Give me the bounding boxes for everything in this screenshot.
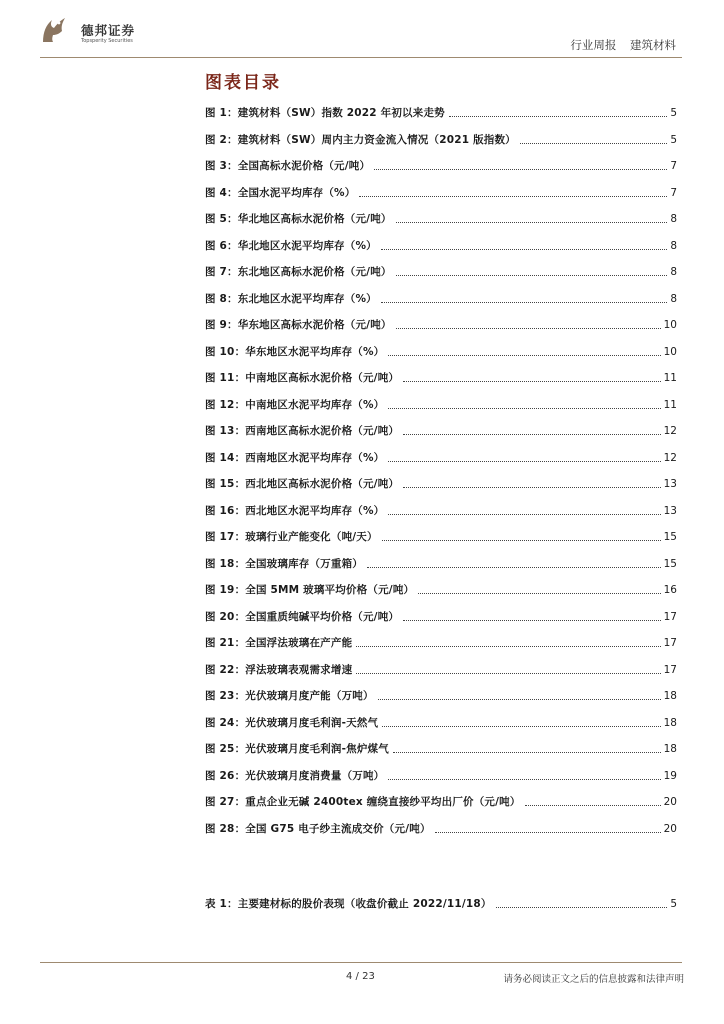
figure-entry[interactable] <box>205 235 677 253</box>
figure-entry[interactable] <box>205 606 677 624</box>
figure-entry[interactable] <box>205 208 677 226</box>
figure-entry-label: 图 19：全国 5MM 玻璃平均价格（元/吨） <box>205 584 415 596</box>
dot-leader <box>393 751 661 753</box>
dot-leader <box>396 327 661 329</box>
dot-leader <box>382 539 661 541</box>
figure-entry-label: 图 21：全国浮法玻璃在产产能 <box>205 637 353 649</box>
figure-entry-label: 图 2：建筑材料（SW）周内主力资金流入情况（2021 版指数） <box>205 133 516 146</box>
figure-entry-label: 图 3：全国高标水泥价格（元/吨） <box>205 160 371 172</box>
figure-entry[interactable] <box>205 738 677 756</box>
figure-entry[interactable] <box>205 155 677 173</box>
dot-leader <box>359 195 667 197</box>
dot-leader <box>525 804 661 806</box>
figure-entry-page: 18 <box>663 716 677 729</box>
figure-entry-page: 17 <box>663 610 677 623</box>
dot-leader <box>449 115 667 117</box>
figure-entry[interactable] <box>205 367 677 385</box>
figure-entry-label: 图 16：西北地区水泥平均库存（%） <box>205 504 385 517</box>
figure-entry-label: 图 7：东北地区高标水泥价格（元/吨） <box>205 266 392 278</box>
dot-leader <box>356 672 660 674</box>
figure-entry-page: 5 <box>670 133 677 146</box>
dot-leader <box>388 778 660 780</box>
figure-entry-page: 17 <box>663 663 677 676</box>
dot-leader <box>403 486 661 488</box>
figure-entry-page: 16 <box>663 584 677 596</box>
footer-disclaimer: 请务必阅读正文之后的信息披露和法律声明 <box>503 974 684 985</box>
industry-name: 建筑材料 <box>630 38 676 52</box>
dot-leader <box>403 619 661 621</box>
figure-entry-page: 8 <box>670 239 677 252</box>
figure-entry[interactable] <box>205 765 677 783</box>
dot-leader <box>418 592 660 594</box>
figure-entry-label: 图 11：中南地区高标水泥价格（元/吨） <box>205 372 400 384</box>
table-entry-label: 表 1：主要建材标的股价表现（收盘价截止 2022/11/18） <box>205 898 492 910</box>
figure-entry[interactable] <box>205 473 677 491</box>
figure-entry-page: 11 <box>663 398 677 411</box>
brand-name-cn: 德邦证券 <box>81 23 136 38</box>
figure-entry-label: 图 20：全国重质纯碱平均价格（元/吨） <box>205 610 400 623</box>
table-entry-page: 5 <box>670 898 677 910</box>
figure-entry-page: 11 <box>663 372 677 384</box>
figure-entry-label: 图 8：东北地区水泥平均库存（%） <box>205 292 377 305</box>
figure-entry-label: 图 23：光伏玻璃月度产能（万吨） <box>205 690 374 702</box>
figure-entry-label: 图 5：华北地区高标水泥价格（元/吨） <box>205 213 392 225</box>
figure-entry[interactable] <box>205 579 677 597</box>
figure-entry[interactable] <box>205 420 677 438</box>
figure-entry-page: 12 <box>663 451 677 464</box>
figure-entry-label: 图 1：建筑材料（SW）指数 2022 年初以来走势 <box>205 107 445 119</box>
dot-leader <box>396 274 668 276</box>
dot-leader <box>435 831 661 833</box>
dot-leader <box>381 248 667 250</box>
figure-entry[interactable] <box>205 553 677 571</box>
dot-leader <box>388 460 660 462</box>
figure-entry[interactable] <box>205 685 677 703</box>
brand-name-en: Topsperity Securities <box>81 38 133 44</box>
figure-entry[interactable] <box>205 102 677 120</box>
figure-entry-page: 13 <box>663 478 677 490</box>
figure-entry-page: 20 <box>663 796 677 808</box>
figure-entry[interactable] <box>205 818 677 836</box>
figure-entry-label: 图 28：全国 G75 电子纱主流成交价（元/吨） <box>205 822 431 835</box>
figure-entry[interactable] <box>205 288 677 306</box>
figure-entry[interactable] <box>205 182 677 200</box>
dot-leader <box>374 168 667 170</box>
figure-entry-label: 图 22：浮法玻璃表观需求增速 <box>205 663 353 676</box>
figure-entry[interactable] <box>205 632 677 650</box>
report-type: 行业周报 <box>570 38 617 52</box>
figure-entry-page: 7 <box>670 160 677 172</box>
figure-entry-page: 19 <box>663 769 677 782</box>
figure-entry[interactable] <box>205 261 677 279</box>
figure-entry[interactable] <box>205 341 677 359</box>
figure-entry[interactable] <box>205 500 677 518</box>
figure-entry-page: 10 <box>663 319 677 331</box>
toc-title: 图表目录 <box>205 73 281 93</box>
figure-entry-page: 8 <box>670 266 677 278</box>
figure-entry-label: 图 13：西南地区高标水泥价格（元/吨） <box>205 425 400 437</box>
page-number: 4 / 23 <box>346 971 375 982</box>
figure-entry-page: 13 <box>663 504 677 517</box>
dot-leader <box>367 566 661 568</box>
dot-leader <box>396 221 668 223</box>
figure-entry-label: 图 17：玻璃行业产能变化（吨/天） <box>205 531 378 543</box>
header-divider <box>40 57 682 58</box>
figure-entry-label: 图 6：华北地区水泥平均库存（%） <box>205 239 377 252</box>
figure-entry-page: 18 <box>663 743 677 755</box>
figure-entry-label: 图 4：全国水泥平均库存（%） <box>205 186 356 199</box>
dot-leader <box>378 698 661 700</box>
page-header <box>0 0 724 60</box>
figure-entry-label: 图 27：重点企业无碱 2400tex 缠绕直接纱平均出厂价（元/吨） <box>205 796 521 808</box>
figure-entry[interactable] <box>205 526 677 544</box>
report-meta <box>560 37 676 53</box>
figure-entry[interactable] <box>205 791 677 809</box>
figure-entry-label: 图 25：光伏玻璃月度毛利润-焦炉煤气 <box>205 743 389 755</box>
figure-entry[interactable] <box>205 314 677 332</box>
dot-leader <box>403 433 661 435</box>
figure-entry-label: 图 14：西南地区水泥平均库存（%） <box>205 451 385 464</box>
dot-leader <box>388 513 660 515</box>
figure-entry[interactable] <box>205 447 677 465</box>
dot-leader <box>403 380 661 382</box>
figure-entry-label: 图 24：光伏玻璃月度毛利润-天然气 <box>205 716 379 729</box>
figure-entry-label: 图 10：华东地区水泥平均库存（%） <box>205 345 385 358</box>
figure-entry[interactable] <box>205 129 677 147</box>
figure-entry-label: 图 15：西北地区高标水泥价格（元/吨） <box>205 478 400 490</box>
figure-entry[interactable] <box>205 394 677 412</box>
figure-entry-page: 7 <box>670 186 677 199</box>
figure-entry-page: 8 <box>670 292 677 305</box>
figure-entry-label: 图 26：光伏玻璃月度消费量（万吨） <box>205 769 385 782</box>
dot-leader <box>356 645 660 647</box>
figure-entry-page: 10 <box>663 345 677 358</box>
figure-entry-page: 12 <box>663 425 677 437</box>
figure-entry[interactable] <box>205 712 677 730</box>
footer-divider <box>40 962 682 963</box>
figure-entry-page: 5 <box>670 107 677 119</box>
figure-entry-page: 15 <box>663 557 677 570</box>
dot-leader <box>496 906 668 908</box>
figure-entry-page: 8 <box>670 213 677 225</box>
figure-entry[interactable] <box>205 659 677 677</box>
figure-entry-label: 图 12：中南地区水泥平均库存（%） <box>205 398 385 411</box>
figure-entry-page: 20 <box>663 822 677 835</box>
figure-entry-page: 17 <box>663 637 677 649</box>
figure-entry-page: 18 <box>663 690 677 702</box>
company-logo-icon <box>40 14 66 44</box>
dot-leader <box>520 142 667 144</box>
dot-leader <box>382 725 660 727</box>
figure-entry-page: 15 <box>663 531 677 543</box>
figure-entry-label: 图 18：全国玻璃库存（万重箱） <box>205 557 363 570</box>
dot-leader <box>381 301 667 303</box>
dot-leader <box>388 407 660 409</box>
figure-entry-label: 图 9：华东地区高标水泥价格（元/吨） <box>205 319 392 331</box>
table-entry[interactable] <box>205 893 677 911</box>
dot-leader <box>388 354 660 356</box>
